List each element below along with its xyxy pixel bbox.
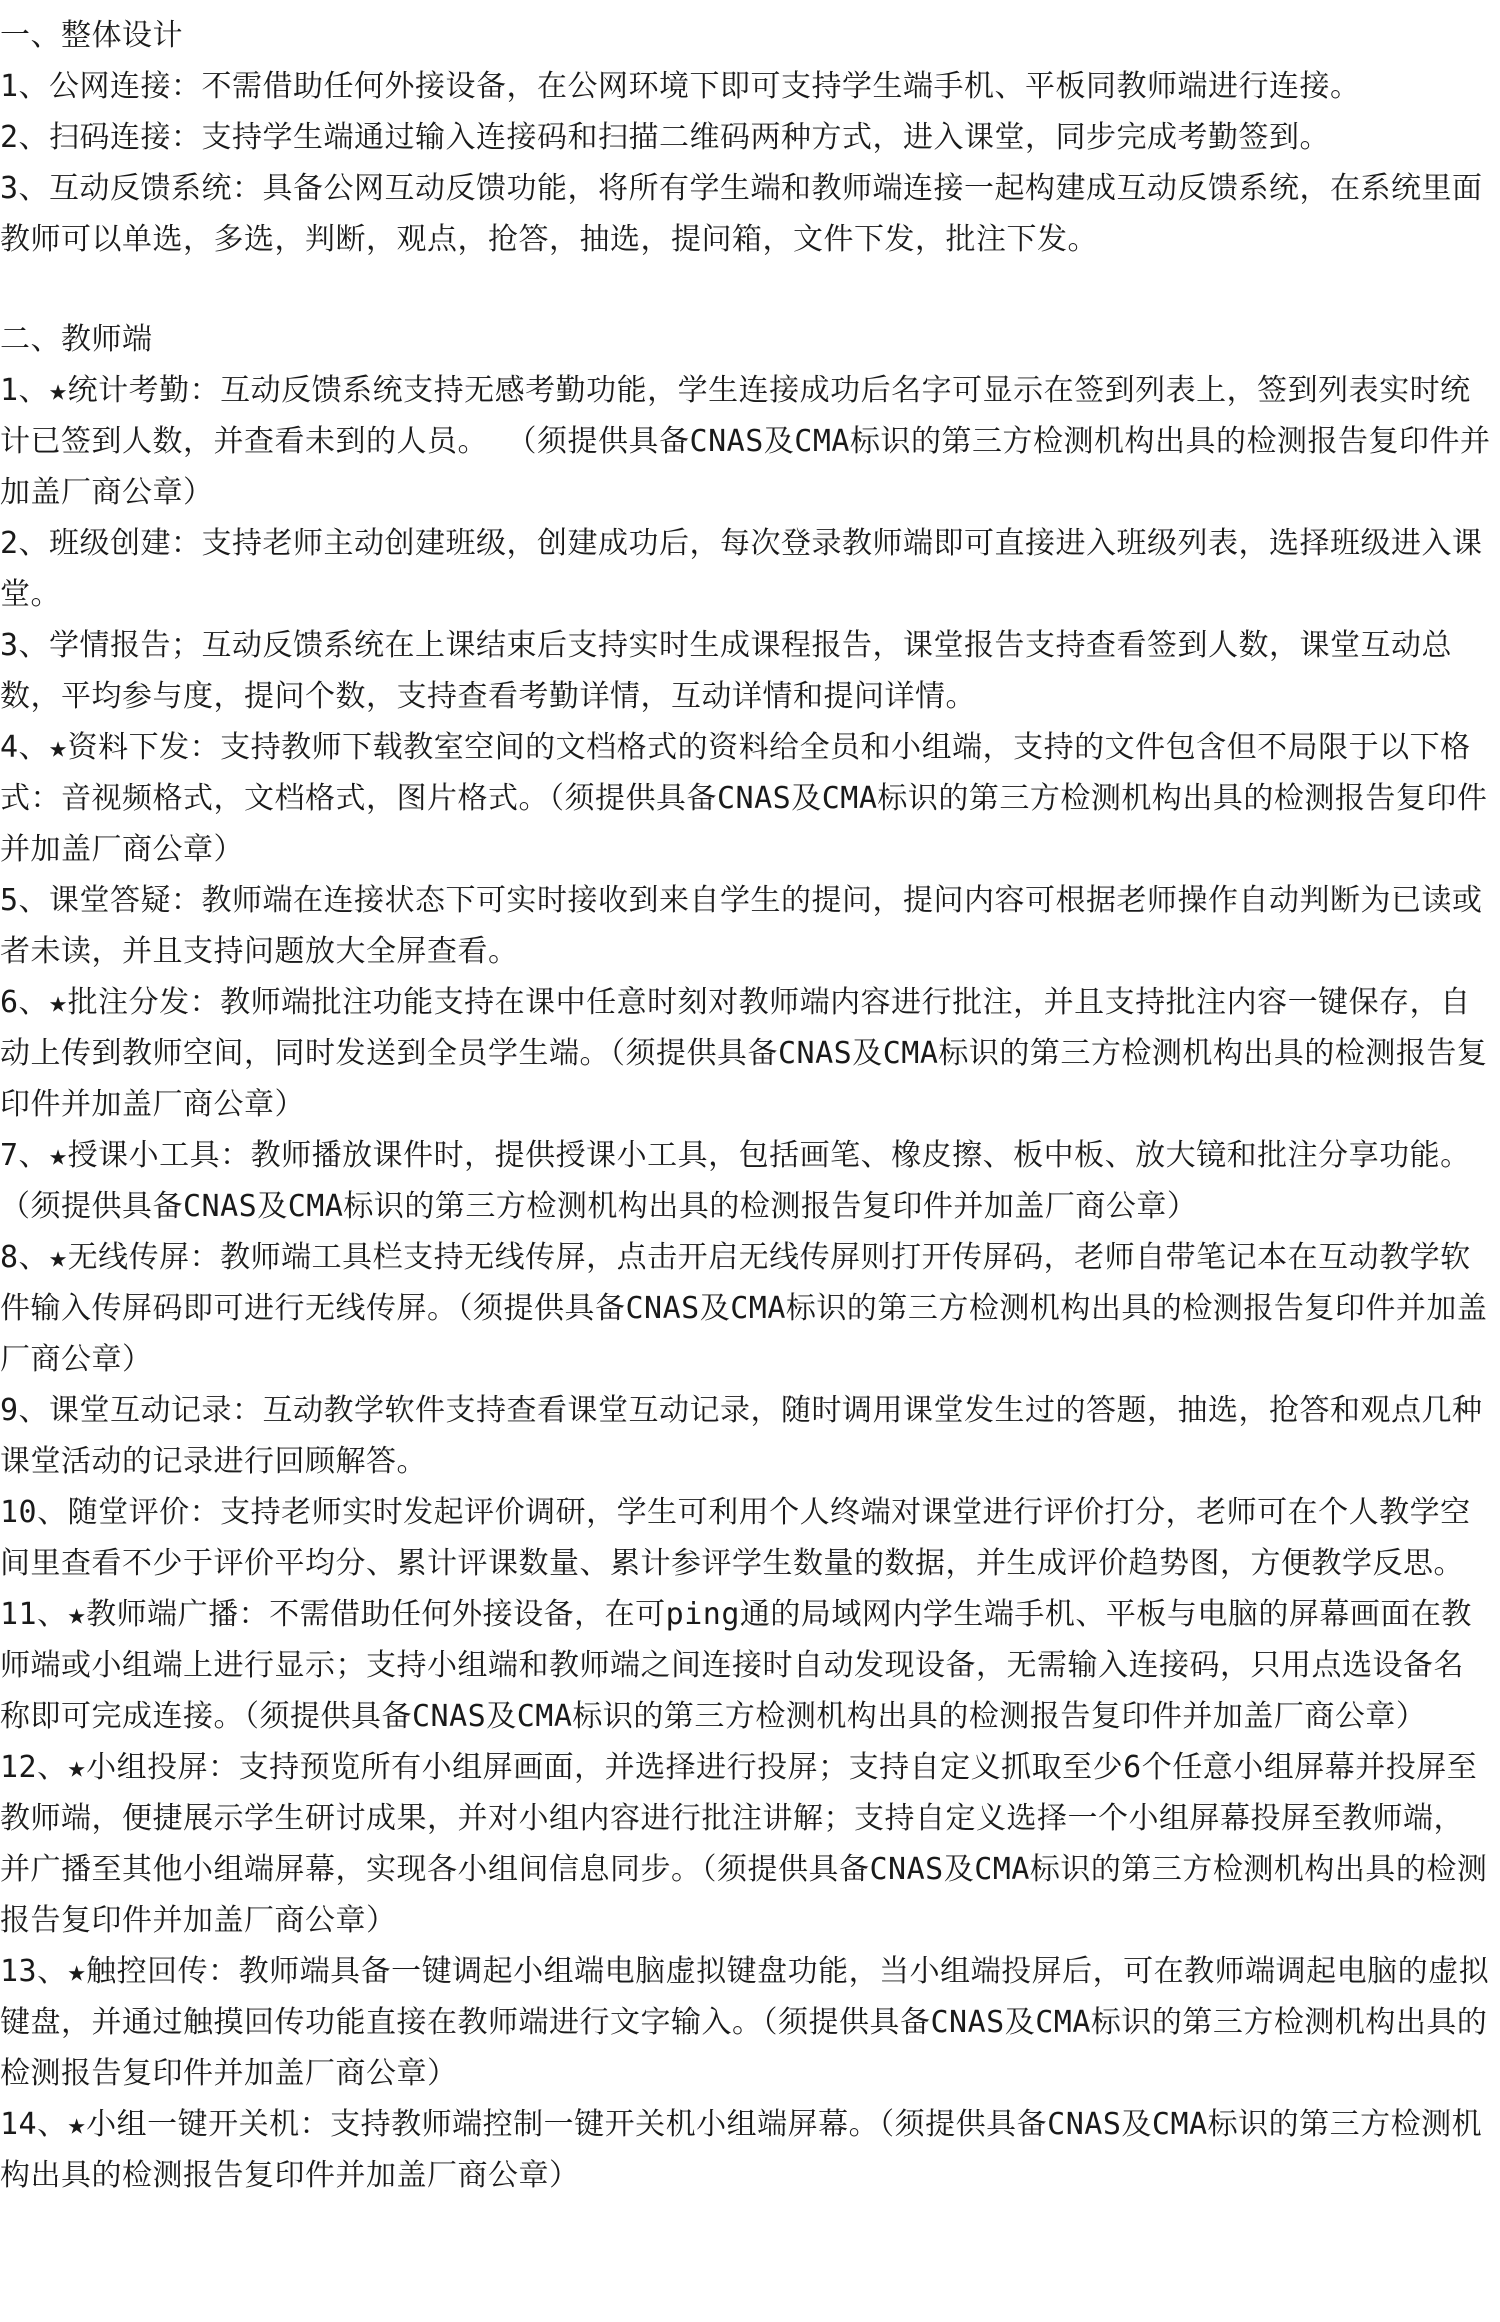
section-2-item-13: 13、★触控回传：教师端具备一键调起小组端电脑虚拟键盘功能，当小组端投屏后，可在教师端调起电脑的虚拟键盘，并通过触摸回传功能直接在教师端进行文字输入。（须提供具备CNAS及CMA标识的第三方检测机构出具的检测报告复印件并加盖厂商公章） [0, 1954, 1490, 2091]
section-2-item-3: 3、学情报告；互动反馈系统在上课结束后支持实时生成课程报告，课堂报告支持查看签到人数，课堂互动总数，平均参与度，提问个数，支持查看考勤详情，互动详情和提问详情。 [0, 628, 1453, 714]
section-2-item-5: 5、课堂答疑：教师端在连接状态下可实时接收到来自学生的提问，提问内容可根据老师操作自动判断为已读或者未读，并且支持问题放大全屏查看。 [0, 883, 1483, 969]
section-2-item-11: 11、★教师端广播：不需借助任何外接设备，在可ping通的局域网内学生端手机、平板与电脑的屏幕画面在教师端或小组端上进行显示；支持小组端和教师端之间连接时自动发现设备，无需输入连接码，只用点选设备名称即可完成连接。（须提供具备CNAS及CMA标识的第三方检测机构出具的检测报告复印件并加盖厂商公章） [0, 1597, 1472, 1734]
section-2-item-2: 2、班级创建：支持老师主动创建班级，创建成功后，每次登录教师端即可直接进入班级列表，选择班级进入课堂。 [0, 526, 1483, 612]
section-1-item-2: 2、扫码连接：支持学生端通过输入连接码和扫描二维码两种方式，进入课堂，同步完成考勤签到。 [0, 120, 1331, 155]
section-2-item-7: 7、★授课小工具：教师播放课件时，提供授课小工具，包括画笔、橡皮擦、板中板、放大镜和批注分享功能。 （须提供具备CNAS及CMA标识的第三方检测机构出具的检测报告复印件并加盖厂商公章） [0, 1138, 1471, 1224]
section-2-item-12: 12、★小组投屏：支持预览所有小组屏画面，并选择进行投屏；支持自定义抓取至少6个任意小组屏幕并投屏至教师端，便捷展示学生研讨成果，并对小组内容进行批注讲解；支持自定义选择一个小组屏幕投屏至教师端，并广播至其他小组端屏幕，实现各小组间信息同步。（须提供具备CNAS及CMA标识的第三方检测机构出具的检测报告复印件并加盖厂商公章） [0, 1750, 1488, 1938]
section-2-title: 二、教师端 [0, 322, 153, 357]
section-2-item-14: 14、★小组一键开关机：支持教师端控制一键开关机小组端屏幕。（须提供具备CNAS及CMA标识的第三方检测机构出具的检测报告复印件并加盖厂商公章） [0, 2107, 1483, 2193]
section-1-title: 一、整体设计 [0, 18, 183, 53]
section-2-item-4: 4、★资料下发：支持教师下载教室空间的文档格式的资料给全员和小组端，支持的文件包含但不局限于以下格式：音视频格式，文档格式，图片格式。（须提供具备CNAS及CMA标识的第三方检测机构出具的检测报告复印件并加盖厂商公章） [0, 730, 1488, 867]
document [0, 10, 1492, 2201]
section-1-item-1: 1、公网连接：不需借助任何外接设备，在公网环境下即可支持学生端手机、平板同教师端进行连接。 [0, 69, 1361, 104]
section-2-item-9: 9、课堂互动记录：互动教学软件支持查看课堂互动记录，随时调用课堂发生过的答题，抽选，抢答和观点几种课堂活动的记录进行回顾解答。 [0, 1393, 1483, 1479]
section-1-item-3: 3、互动反馈系统：具备公网互动反馈功能，将所有学生端和教师端连接一起构建成互动反馈系统，在系统里面教师可以单选，多选，判断，观点，抢答，抽选，提问箱，文件下发，批注下发。 [0, 171, 1483, 257]
section-2-item-10: 10、随堂评价：支持老师实时发起评价调研，学生可利用个人终端对课堂进行评价打分，老师可在个人教学空间里查看不少于评价平均分、累计评课数量、累计参评学生数量的数据，并生成评价趋势图，方便教学反思。 [0, 1495, 1471, 1581]
section-2-item-6: 6、★批注分发：教师端批注功能支持在课中任意时刻对教师端内容进行批注，并且支持批注内容一键保存，自动上传到教师空间，同时发送到全员学生端。（须提供具备CNAS及CMA标识的第三方检测机构出具的检测报告复印件并加盖厂商公章） [0, 985, 1488, 1122]
section-2-item-1: 1、★统计考勤：互动反馈系统支持无感考勤功能，学生连接成功后名字可显示在签到列表上，签到列表实时统计已签到人数，并查看未到的人员。 （须提供具备CNAS及CMA标识的第三方检测机构出具的检测报告复印件并加盖厂商公章） [0, 373, 1491, 510]
section-2-item-8: 8、★无线传屏：教师端工具栏支持无线传屏，点击开启无线传屏则打开传屏码，老师自带笔记本在互动教学软件输入传屏码即可进行无线传屏。（须提供具备CNAS及CMA标识的第三方检测机构出具的检测报告复印件并加盖厂商公章） [0, 1240, 1488, 1377]
section-divider-space [0, 265, 1492, 314]
